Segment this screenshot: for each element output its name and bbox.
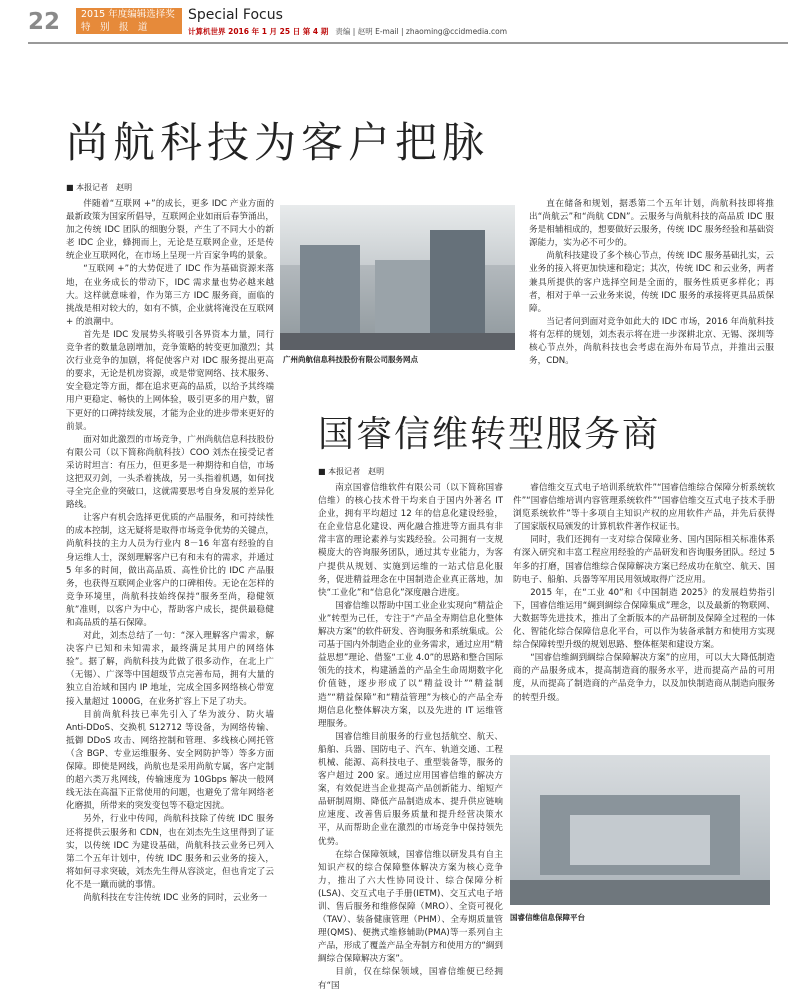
article1-headline: 尚航科技为客户把脉 (66, 118, 490, 167)
page-header (0, 0, 800, 44)
article2-byline: ■ 本报记者 赵明 (318, 467, 385, 476)
series-line-1: 2015 年度编辑选择奖 (81, 9, 175, 20)
paragraph: “国睿信维綢到綢综合保障解决方案”的应用，可以大大降低制造商的产品服务成本，提高制造商的服务水平，进而提高产品的可用度，从而提高了制造商的产品竞争力，以及加快制造商从制造向服务的转型升级。 (513, 653, 775, 703)
article2-column-1 (318, 482, 503, 991)
paragraph: 直在储备和规划，据悉第二个五年计划，尚航科技即将推出“尚航云”和“尚航 CDN”。云服务与尚航科技的高品质 IDC 服务是相辅相成的，想要做好云服务，传统 IDC 服务经验和基础资源能力，实为必不可少的。 (529, 199, 774, 249)
issue-meta (188, 26, 507, 37)
article2-headline: 国睿信维转型服务商 (318, 414, 661, 455)
paragraph: 目前，仅在综保领域，国睿信维便已经拥有“国 (318, 967, 503, 991)
article1-column-1 (66, 198, 274, 972)
paragraph: 面对如此激烈的市场竞争，广州尚航信息科技股份有限公司（以下简称尚航科技）COO 刘杰在接受记者采访时坦言：有压力，但更多是一种期待和自信，市场这把双刃剑，一头杀着挑战，另一头指着机遇，如何找寻全完企业的突破口，这就需要思考自身发展的差异化路线。 (66, 434, 274, 511)
article1-column-3 (529, 198, 774, 378)
editor-contact: 责编 | 赵明 E-mail | zhaoming@ccidmedia.com (335, 27, 508, 36)
paragraph: 睿信维交互式电子培训系统软件”“国睿信维综合保障分析系统软件”“国睿信维培训内容管理系统软件”“国睿信维交互式电子技术手册浏览系统软件”等十多项自主知识产权的应用软件产品，并先后获得了国家版权局颁发的计算机软件著作权证书。 (513, 483, 775, 533)
paragraph: “互联网 +”的大势促进了 IDC 作为基础资源来落地，在业务成长的带动下，IDC 需求量也势必越来越大。这样就意味着，作为第三方 IDC 服务商，面临的挑战是相对较大的，如有不慎，企业就将淹没在互联网 + 的浪潮中。 (66, 264, 274, 327)
section-title: Special Focus (188, 7, 283, 23)
article2-photo (510, 755, 770, 905)
paragraph: 目前尚航科技已率先引入了华为波分、防火墙 Anti-DDoS、交换机 S12712 等设备，为网络传输、抵御 DDoS 攻击、网络控制和管理、多线核心网托管（含 BGP、专业运维服务、安全网防护等）等多方面保障。即使是网线，尚航也是采用尚航专属，客户定制的超六类万兆网线，传输速度为 10Gbps 解决一般网线无法在高温下正常使用的问题，也避免了常年网络老化磨损，所带来的突发变包等不稳定因扰。 (66, 709, 274, 812)
paragraph: 让客户有机会选择更优质的产品服务，和可持续性的成本控制，这无疑将是取得市场竞争优势的关键点，尚航科技的主力人员为行业内 8－16 年富有经验的自身运维人士，深刻理解客户已有和未有的需求，并通过 5 年多的时间，做出高品质、高性价比的 IDC 产品服务，也获得互联网企业客户的口碑相传。无论在怎样的竞争环境里，尚航科技始终保持“服务至尚，稳健领航”准则，以客户为中心，帮助客户成长，提供最稳健和高品质的基石保障。 (66, 513, 274, 628)
paragraph: 国睿信维以帮助中国工业企业实现向“精益企业”转型为己任，专注于“产品全寿期信息化整体解决方案”的软件研发、咨询服务和系统集成。公司基于国内外制造企业的业务需求，通过应用“精益思想”理论、借鉴“工业 4.0”的思路和整合国际领先的技术，构建涵盖的产品全生命周期数字化价值链，逐步形成了以“精益设计”“精益制造”“精益保障”和“精益管理”为核心的产品全寿期信息化整体解决方案，以及先进的 IT 运维管理服务。 (318, 600, 503, 729)
paragraph: 南京国睿信维软件有限公司（以下简称国睿信维）的核心技术骨干均来自于国内外著名 IT 企业，拥有平均超过 12 年的信息化建设经验，在企业信息化建设、两化融合推进等方面具有非常丰富的理论素养与实践经验。公司拥有一支规模庞大的咨询服务团队，通过其专业能力，为客户提供从规划、实施到运维的一站式信息化服务，促进精益理念在中国制造企业真正落地，加快“工业化”和“信息化”深度融合进度。 (318, 483, 503, 598)
page-number: 22 (28, 9, 61, 35)
paragraph: 在综合保障领域，国睿信维以研发具有自主知识产权的综合保障整体解决方案为核心竞争力，推出了六大性协同设计、综合保障分析(LSA)、交互式电子手册(IETM)、交互式电子培训、售后服务和维修保障（MRO）、全资可视化（TAV）、装备健康管理（PHM）、全寿期质量管理(QMS)、便携式维修辅助(PMA)等一系列自主产品，形成了覆盖产品全寿制方和使用方的“綢到綢综合保障解决方案”。 (318, 849, 503, 965)
issue-date: 计算机世界 2016 年 1 月 25 日 第 4 期 (188, 27, 329, 36)
article1-photo-caption: 广州尚航信息科技股份有限公司服务网点 (283, 355, 418, 364)
article2-column-2 (513, 482, 775, 747)
paragraph: 当记者问到面对竞争如此大的 IDC 市场，2016 年尚航科技将有怎样的规划，刘杰表示将在进一步深耕北京、无锡、深圳等核心节点外，尚航科技也会考虑在海外布局节点，并推出云服务，CDN。 (529, 316, 774, 367)
paragraph: 另外，行业中传闻，尚航科技除了传统 IDC 服务还将提供云服务和 CDN，也在刘杰先生这里得到了证实，以传统 IDC 为建设基础，尚航科技云业务已列入第二个五年计划中，传统 IDC 服务和云业务的接入，将如何寻求突破，刘杰先生得从容淡定，但也肯定了云化不是一蹴而就的事情。 (66, 814, 274, 890)
paragraph: 伴随着“互联网 +”的成长，更多 IDC 产业方面的最新政策为国家所倡导，互联网企业如雨后春笋涌出，加之传统 IDC 团队的细胞分裂，产生了不同大小的新老 IDC 企业，蜂拥而上，无论是互联网企业，还是传统企业互联网化，在市场上呈现一片百家争鸣的景象。 (66, 199, 274, 262)
paragraph: 对此，刘杰总结了一句：“深入理解客户需求，解决客户已知和未知需求，最终满足其用户的网络体验”。据了解，尚航科技为此做了很多动作，在北上广（无锡）、广深等中国超级节点完善布局，拥有大量的独立自治域和国内 IP 地址，完成全国多网络核心带宽接入量超过 1000G，在业务扩容上下足了功夫。 (66, 631, 274, 707)
paragraph: 尚航科技在专注传统 IDC 业务的同时，云业务一 (83, 892, 268, 903)
paragraph: 国睿信维目前服务的行业包括航空、航天、船舶、兵器、国防电子、汽车、轨道交通、工程机械、能源、高科技电子、重型装备等，服务的客户超过 200 家。通过应用国睿信维的解决方案，有效促进当企业提高产品创新能力、缩短产品研制周期、降低产品制造成本、提升供应链响应速度、改善售后服务质量和提升经营决策水平，从而帮助企业在激烈的市场竞争中保持领先优势。 (318, 731, 503, 847)
series-line-2: 特 别 报 道 (81, 22, 148, 33)
article1-photo (280, 205, 515, 350)
article1-byline: ■ 本报记者 赵明 (66, 183, 133, 192)
article2-photo-caption: 国睿信维信息保障平台 (510, 913, 585, 922)
paragraph: 同时，我们还拥有一支对综合保障业务、国内国际相关标准体系有深入研究和丰富工程应用经验的产品研发和咨询服务团队。经过 5 年多的打磨，国睿信维综合保障解决方案已经成功在航空、航天、国防电子、船舶、兵器等军用民用领域取得广泛应用。 (513, 535, 775, 585)
header-divider (28, 42, 788, 44)
paragraph: 首先是 IDC 发展势头将吸引各界资本力量，同行竞争者的数量急剧增加，竞争策略的转变更加激烈；其次行业竞争的加剧，将促使客户对 IDC 服务提出更高的要求，无论是机房资源，或是带宽网络、技术服务、安全稳定等方面，都在追求更高的品质，以给予其终端用户更稳定、畅快的上网体验，吸引更多的用户数，留下更好的口碑持续发展，才能为企业的进步带来更好的前景。 (66, 329, 274, 432)
paragraph: 2015 年，在“工业 40”和《中国制造 2025》的发展趋势指引下，国睿信维运用“綢到綢综合保障集成”理念，以及最新的物联网、大数据等先进技术，推出了全新版本的产品研制及保障全过程的一体化、智能化综合保障信息化平台，可以作为装备承制方和使用方实现综合保障转型升级的规划思路、整体框架和建设方案。 (513, 587, 775, 651)
series-banner (76, 8, 182, 34)
paragraph: 尚航科技建设了多个核心节点，传统 IDC 服务基础扎实，云业务的接入将更加快速和稳定；其次，传统 IDC 和云业务，两者兼具所提供的客户选择空间是全面的，服务性质更多样化；再者，相对于单一云业务来说，传统 IDC 服务的承接将更具品质保障。 (529, 251, 774, 314)
